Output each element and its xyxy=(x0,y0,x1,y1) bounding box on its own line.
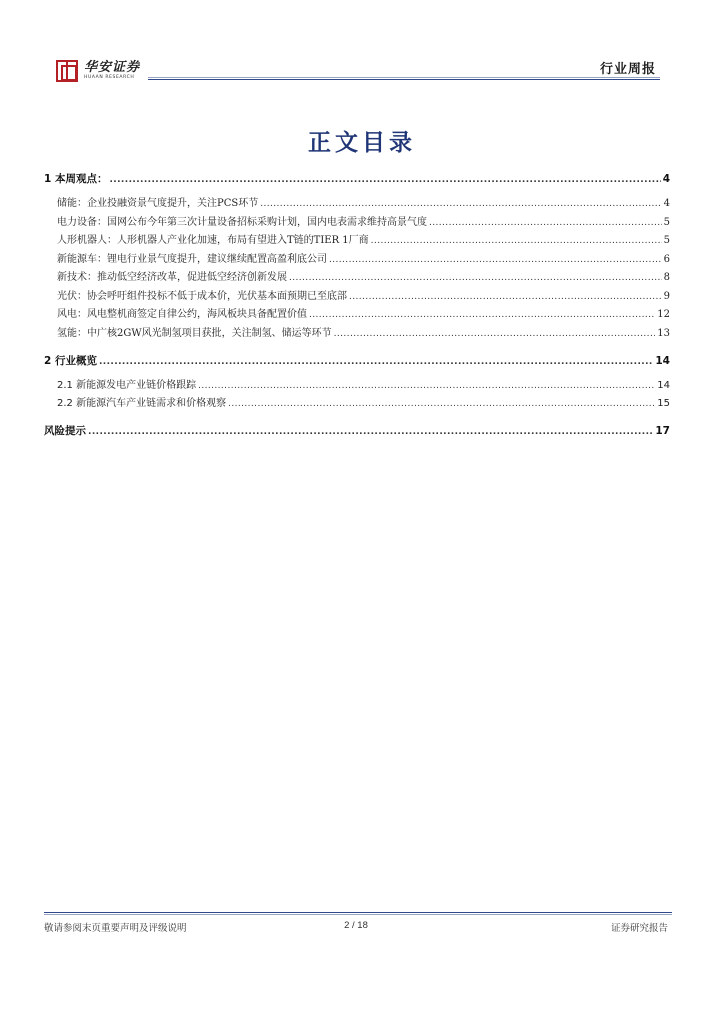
toc-entry-page: 5 xyxy=(663,235,670,246)
toc-entry-page: 13 xyxy=(657,327,670,339)
toc-entry-label: 电力设备：国网公布今年第三次计量设备招标采购计划，国内电表需求维持高景气度 xyxy=(57,216,427,228)
toc-entry[interactable] xyxy=(44,377,670,395)
page-number: 2 / 18 xyxy=(344,920,368,931)
toc-entry-label: 1 本周观点： xyxy=(44,173,108,185)
toc-dot-leader xyxy=(334,325,656,343)
toc-dot-leader xyxy=(371,232,662,250)
toc-dot-leader xyxy=(429,214,662,232)
toc-dot-leader xyxy=(88,422,653,440)
toc-entry-label: 新能源车：锂电行业景气度提升，建议继续配置高盈利底公司 xyxy=(57,253,327,265)
footer-disclaimer: 敬请参阅末页重要声明及评级说明 xyxy=(44,923,187,934)
toc-entry[interactable] xyxy=(44,195,670,213)
toc-entry-label: 2.1 新能源发电产业链价格跟踪 xyxy=(57,379,197,391)
page-footer xyxy=(44,920,668,936)
toc-dot-leader xyxy=(289,269,662,287)
company-logo xyxy=(56,60,140,82)
toc-entry[interactable] xyxy=(44,269,670,287)
toc-entry-label: 氢能：中广核2GW风光制氢项目获批，关注制氢、储运等环节 xyxy=(57,327,332,339)
toc-entry[interactable] xyxy=(44,288,670,306)
toc-entry[interactable] xyxy=(44,214,670,232)
toc-entry-page: 9 xyxy=(663,290,670,302)
toc-dot-leader xyxy=(309,306,655,324)
toc-entry-label: 新技术：推动低空经济改革，促进低空经济创新发展 xyxy=(57,272,287,283)
toc-entry-page: 4 xyxy=(663,198,670,209)
footer-doc-type: 证券研究报告 xyxy=(610,923,668,934)
toc-entry[interactable] xyxy=(44,251,670,269)
toc-title: 正文目录 xyxy=(308,130,416,156)
toc-entry-label: 储能：企业投融资景气度提升，关注PCS环节 xyxy=(57,198,259,209)
toc-dot-leader xyxy=(109,170,660,188)
toc-entry-label: 光伏：协会呼吁组件投标不低于成本价，光伏基本面预期已至底部 xyxy=(57,290,347,302)
toc-entry-label: 人形机器人：人形机器人产业化加速，布局有望进入T链的TIER 1厂商 xyxy=(57,235,369,246)
footer-divider-accent xyxy=(44,914,672,915)
toc-entry-label: 风险提示 xyxy=(44,425,86,437)
header-divider-accent xyxy=(148,79,660,80)
toc-entry-page: 14 xyxy=(655,354,670,367)
logo-english-name: HUAAN RESEARCH xyxy=(84,75,135,80)
toc-dot-leader xyxy=(198,377,655,395)
footer-divider xyxy=(44,912,672,913)
table-of-contents xyxy=(44,170,670,440)
toc-entry[interactable] xyxy=(44,232,670,250)
toc-entry[interactable] xyxy=(44,395,670,413)
page-header xyxy=(56,56,660,88)
toc-entry-page: 17 xyxy=(655,425,670,437)
toc-dot-leader xyxy=(260,195,661,213)
toc-entry[interactable] xyxy=(44,352,670,370)
toc-entry-page: 12 xyxy=(657,309,670,320)
logo-seal-icon xyxy=(56,60,78,82)
header-divider xyxy=(148,77,660,78)
toc-entry-label: 2.2 新能源汽车产业链需求和价格观察 xyxy=(57,398,227,409)
toc-entry-label: 2 行业概览 xyxy=(44,354,97,367)
toc-entry[interactable] xyxy=(44,306,670,324)
toc-entry-label: 风电：风电整机商签定自律公约，海风板块具备配置价值 xyxy=(57,309,307,320)
toc-entry-page: 4 xyxy=(662,173,670,185)
toc-entry-page: 14 xyxy=(657,379,670,391)
logo-chinese-name: 华安证券 xyxy=(84,60,141,75)
toc-entry[interactable] xyxy=(44,170,670,188)
toc-dot-leader xyxy=(228,395,655,413)
toc-entry-page: 15 xyxy=(657,398,670,409)
toc-dot-leader xyxy=(349,288,662,306)
toc-dot-leader xyxy=(99,352,653,370)
toc-entry[interactable] xyxy=(44,325,670,343)
toc-entry-page: 8 xyxy=(663,272,670,283)
toc-dot-leader xyxy=(329,251,662,269)
toc-entry-page: 5 xyxy=(663,216,670,228)
toc-entry[interactable] xyxy=(44,422,670,440)
report-type-label: 行业周报 xyxy=(599,62,656,77)
toc-entry-page: 6 xyxy=(663,253,670,265)
